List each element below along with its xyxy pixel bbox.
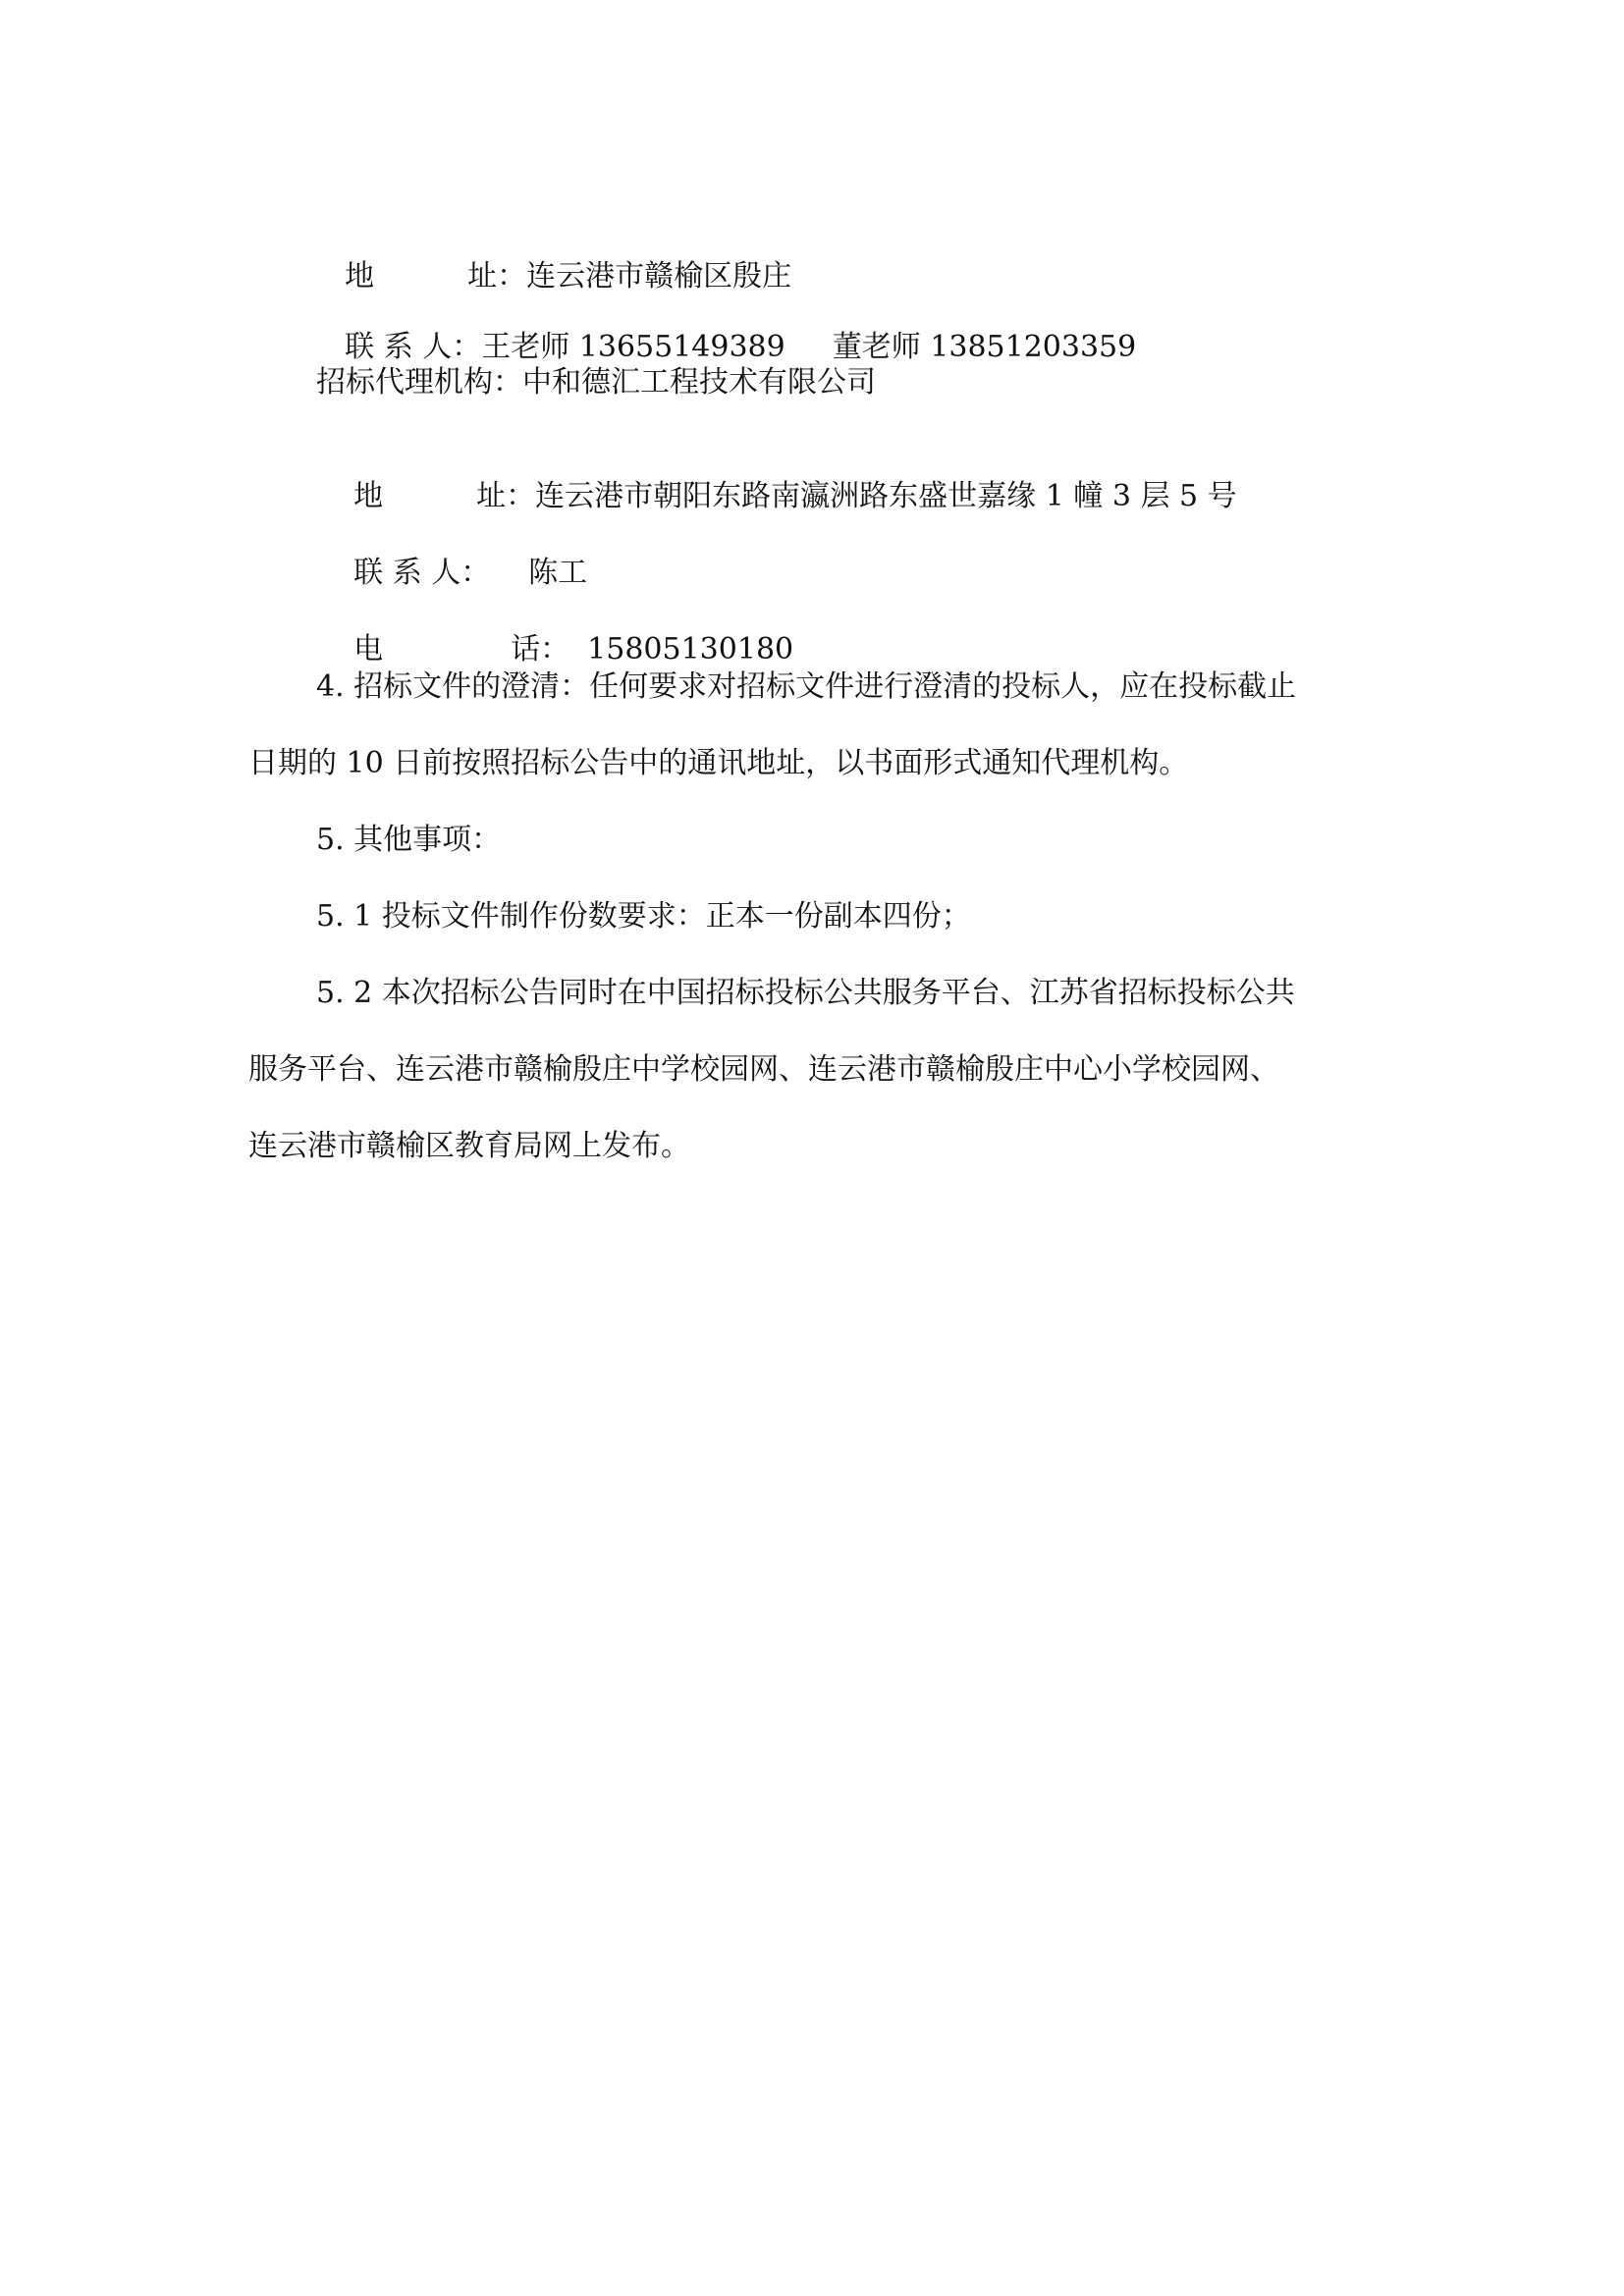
- section-4-line-2: 日期的 10 日前按照招标公告中的通讯地址，以书面形式通知代理机构。: [248, 746, 1189, 780]
- agency-address-value: 连云港市朝阳东路南瀛洲路东盛世嘉缘 1 幢 3 层 5 号: [535, 479, 1237, 513]
- section-5-2-line-3: 连云港市赣榆区教育局网上发布。: [248, 1129, 690, 1163]
- agency-contact-label: 联 系 人：: [353, 556, 491, 590]
- agency-address-label-b: 址：: [476, 479, 536, 513]
- owner-contact-1: 王老师 13655149389: [481, 330, 785, 364]
- section-5-1: 5. 1 投标文件制作份数要求：正本一份副本四份；: [316, 899, 971, 934]
- agency-address-label-a: 地: [353, 479, 384, 513]
- agency-phone-value: 15805130180: [587, 632, 794, 667]
- section-5-title: 5. 其他事项：: [316, 823, 502, 857]
- owner-address-label-b: 址：: [467, 259, 527, 294]
- agency-phone-label-a: 电: [353, 632, 384, 667]
- section-4-line-1: 4. 招标文件的澄清：任何要求对招标文件进行澄清的投标人，应在投标截止: [316, 669, 1297, 704]
- owner-contact-label: 联 系 人：: [345, 330, 482, 364]
- agency-name-line: 招标代理机构：中和德汇工程技术有限公司: [316, 365, 876, 400]
- section-5-2-line-2: 服务平台、连云港市赣榆殷庄中学校园网、连云港市赣榆殷庄中心小学校园网、: [248, 1052, 1279, 1087]
- owner-contact-2: 董老师 13851203359: [832, 330, 1137, 364]
- agency-contact-value: 陈工: [528, 556, 588, 590]
- owner-address-label-a: 地: [345, 259, 375, 294]
- agency-phone-label-b: 话：: [511, 632, 570, 667]
- owner-address-value: 连云港市赣榆区殷庄: [526, 259, 792, 294]
- section-5-2-line-1: 5. 2 本次招标公告同时在中国招标投标公共服务平台、江苏省招标投标公共: [316, 976, 1295, 1010]
